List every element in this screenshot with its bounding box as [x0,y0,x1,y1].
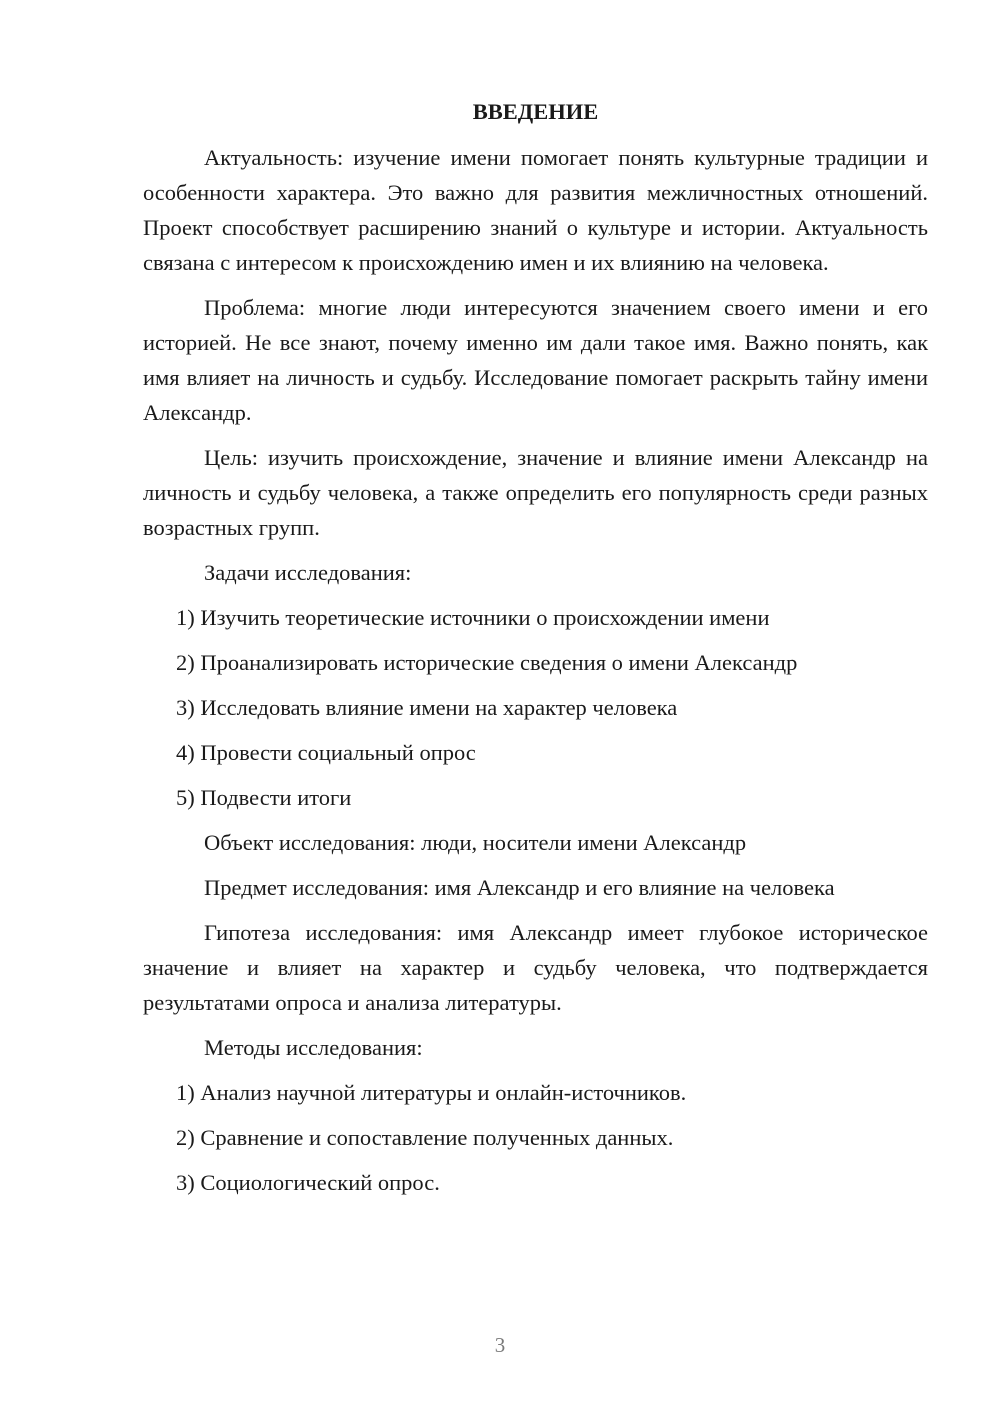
task-item: 2) Проанализировать исторические сведения о имени Александр [176,650,798,675]
research-object: Объект исследования: люди, носители имени Александр [204,830,747,855]
task-item: 3) Исследовать влияние имени на характер человека [176,695,678,720]
section-title: ВВЕДЕНИЕ [472,99,599,124]
method-item: 2) Сравнение и сопоставление полученных данных. [176,1125,674,1150]
page-number: 3 [494,1333,506,1357]
tasks-heading: Задачи исследования: [204,560,412,585]
problem-paragraph: Проблема: многие люди интересуются значением своего имени и его историей. Не все знают, почему именно им дали такое имя. Важно понять, как имя влияет на личность и судьбу. Исследование помогает раскрыть тайну имени Александр. [143,295,928,425]
document-page [143,96,928,1210]
goal-paragraph: Цель: изучить происхождение, значение и влияние имени Александр на личность и судьбу человека, а также определить его популярность среди разных возрастных групп. [143,445,928,540]
method-item: 3) Социологический опрос. [176,1170,440,1195]
task-item: 4) Провести социальный опрос [176,740,476,765]
hypothesis-paragraph: Гипотеза исследования: имя Александр имеет глубокое историческое значение и влияет на характер и судьбу человека, что подтверждается результатами опроса и анализа литературы. [143,920,928,1015]
research-subject: Предмет исследования: имя Александр и его влияние на человека [204,875,835,900]
task-item: 1) Изучить теоретические источники о происхождении имени [176,605,770,630]
method-item: 1) Анализ научной литературы и онлайн-источников. [176,1080,687,1105]
relevance-paragraph: Актуальность: изучение имени помогает понять культурные традиции и особенности характера. Это важно для развития межличностных отношений. Проект способствует расширению знаний о культуре и истории. Актуальность связана с интересом к происхождению имен и их влиянию на человека. [143,145,928,275]
task-item: 5) Подвести итоги [176,785,352,810]
methods-heading: Методы исследования: [204,1035,423,1060]
